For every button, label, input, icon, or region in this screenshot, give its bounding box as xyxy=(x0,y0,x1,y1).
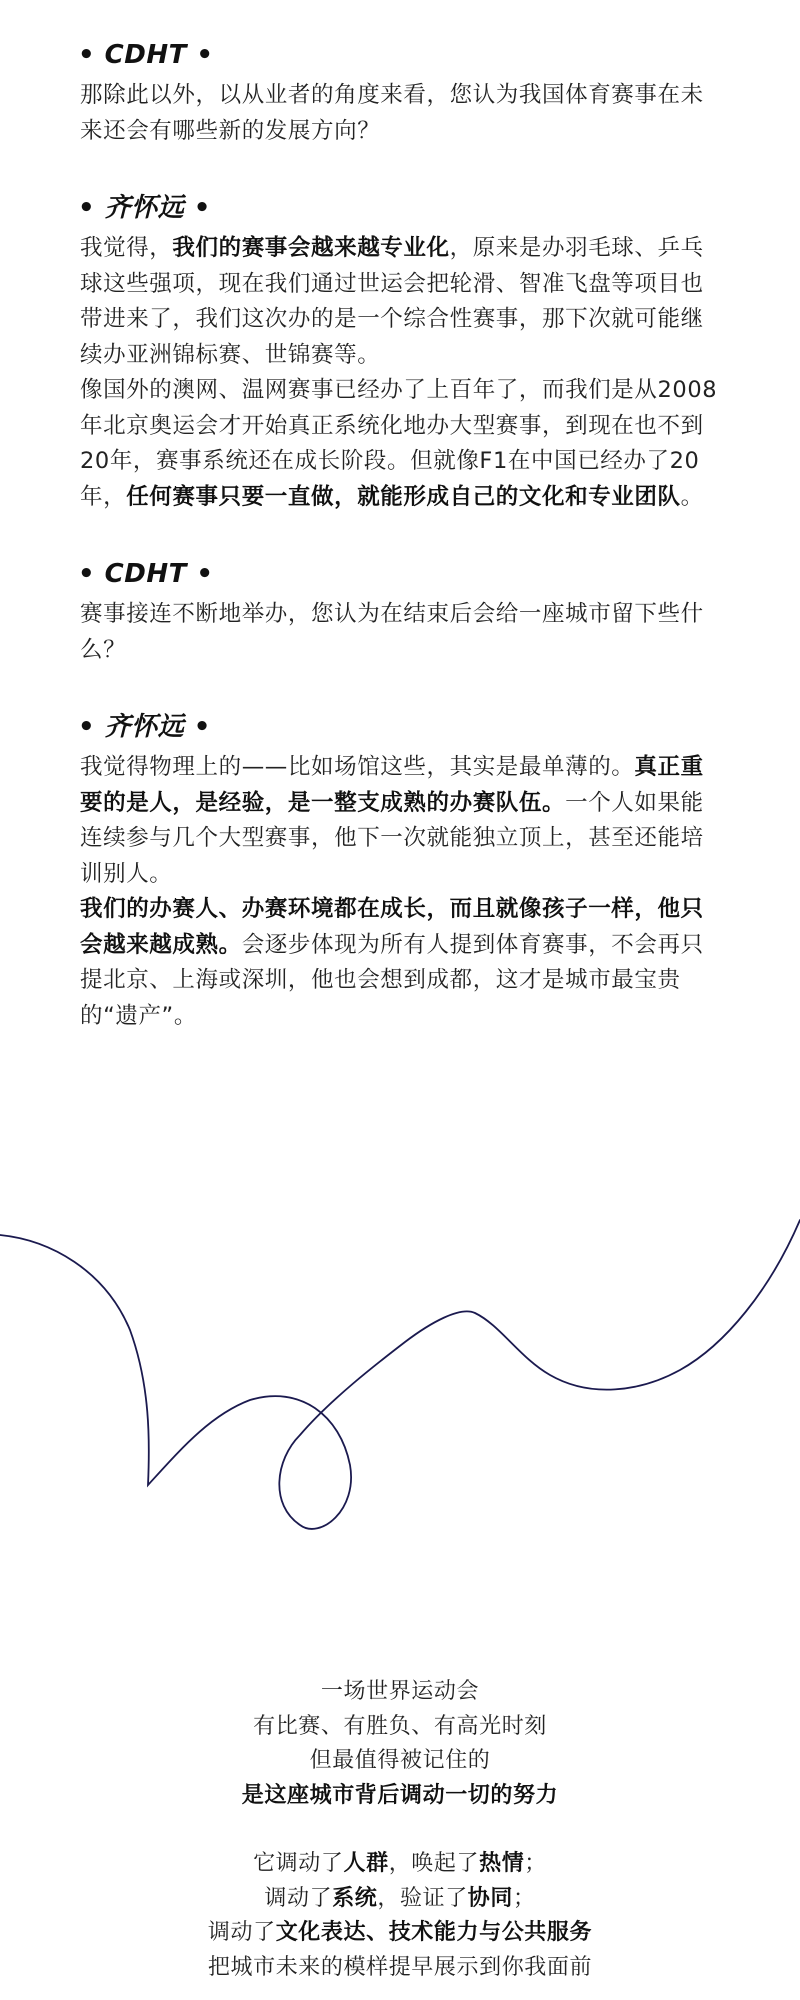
poem-line xyxy=(0,1675,800,1710)
decorative-loop-line-icon xyxy=(0,1180,800,1540)
emphasis-text: 协同 xyxy=(467,1885,513,1911)
emphasis-text: 热情 xyxy=(479,1851,525,1876)
text-run: 会逐步体现为所有人提到体育赛事，不会再只提北京、上海或深圳，他也会想到成都，这才是城市最宝贵的“遗产”。 xyxy=(80,931,704,1029)
poem-line xyxy=(0,1847,800,1882)
speaker-label: • CDHT • xyxy=(78,559,214,589)
poem-line xyxy=(0,1710,800,1745)
text-run: 像国外的澳网、温网赛事已经办了上百年了，而我们是从2008年北京奥运会才开始真正系统化地办大型赛事，到现在也不到20年，赛事系统还在成长阶段。但就像F1在中国已经办了20年， xyxy=(80,377,718,510)
text-run: 。 xyxy=(680,483,704,510)
text-run: 调动了 xyxy=(207,1920,276,1945)
paragraph xyxy=(80,750,720,892)
text-run: 我觉得， xyxy=(80,235,173,261)
text-run: 但最值得被记住的 xyxy=(309,1748,491,1773)
speaker-label: • 齐怀远 • xyxy=(78,712,211,742)
paragraph xyxy=(80,597,720,668)
text-run: ，原来是办羽毛球、乒乓球这些强项，现在我们通过世运会把轮滑、智准飞盘等项目也带进来了，我们这次办的是一个综合性赛事，那下次就可能继续办亚洲锦标赛、世锦赛等。 xyxy=(80,235,704,368)
article-body xyxy=(80,38,720,1034)
paragraph xyxy=(80,373,720,515)
poem-line xyxy=(0,1916,800,1951)
text-run: 有比赛、有胜负、有高光时刻 xyxy=(253,1713,547,1739)
poem-line xyxy=(0,1882,800,1917)
text-run: 我觉得物理上的——比如场馆这些，其实是最单薄的。 xyxy=(80,754,635,780)
emphasis-text: 我们的赛事会越来越专业化 xyxy=(172,235,450,261)
emphasis-text: 是这座城市背后调动一切的努力 xyxy=(241,1782,559,1808)
text-run: ； xyxy=(513,1885,536,1911)
poem-line xyxy=(0,1744,800,1779)
stanza-gap xyxy=(0,1813,800,1847)
emphasis-text: 我们的办赛人、办赛环境都在成长，而且就像孩子一样，他只会越来越成熟。 xyxy=(80,896,704,958)
section-gap xyxy=(80,515,720,557)
paragraph xyxy=(80,231,720,373)
text-run: ； xyxy=(524,1851,547,1876)
text-run: 调动了 xyxy=(264,1885,333,1911)
text-run: 把城市未来的模样提早展示到你我面前 xyxy=(207,1954,593,1980)
emphasis-text: 文化表达、技术能力与公共服务 xyxy=(275,1920,593,1945)
section-gap xyxy=(80,149,720,191)
curve-path xyxy=(0,1220,800,1529)
emphasis-text: 任何赛事只要一直做，就能形成自己的文化和专业团队 xyxy=(126,483,681,510)
section-gap xyxy=(80,668,720,710)
text-run: 它调动了 xyxy=(253,1851,344,1876)
paragraph xyxy=(80,78,720,149)
text-run: ，验证了 xyxy=(377,1885,468,1911)
emphasis-text: 系统 xyxy=(332,1885,378,1911)
emphasis-text: 真正重要的是人，是经验，是一整支成熟的办赛队伍。 xyxy=(80,754,704,816)
speaker-label: • 齐怀远 • xyxy=(78,193,211,223)
paragraph xyxy=(80,892,720,1034)
text-run: ，唤起了 xyxy=(388,1851,480,1876)
text-run: 一个人如果能连续参与几个大型赛事，他下一次就能独立顶上，甚至还能培训别人。 xyxy=(80,789,704,887)
text-run: 赛事接连不断地举办，您认为在结束后会给一座城市留下些什么？ xyxy=(80,601,704,663)
speaker-label: • CDHT • xyxy=(78,40,214,70)
closing-poem xyxy=(0,1675,800,1985)
text-run: 那除此以外，以从业者的角度来看，您认为我国体育赛事在未来还会有哪些新的发展方向？ xyxy=(80,82,704,144)
text-run: 一场世界运动会 xyxy=(320,1679,480,1704)
poem-line xyxy=(0,1779,800,1814)
poem-line xyxy=(0,1951,800,1986)
emphasis-text: 人群 xyxy=(343,1851,389,1876)
